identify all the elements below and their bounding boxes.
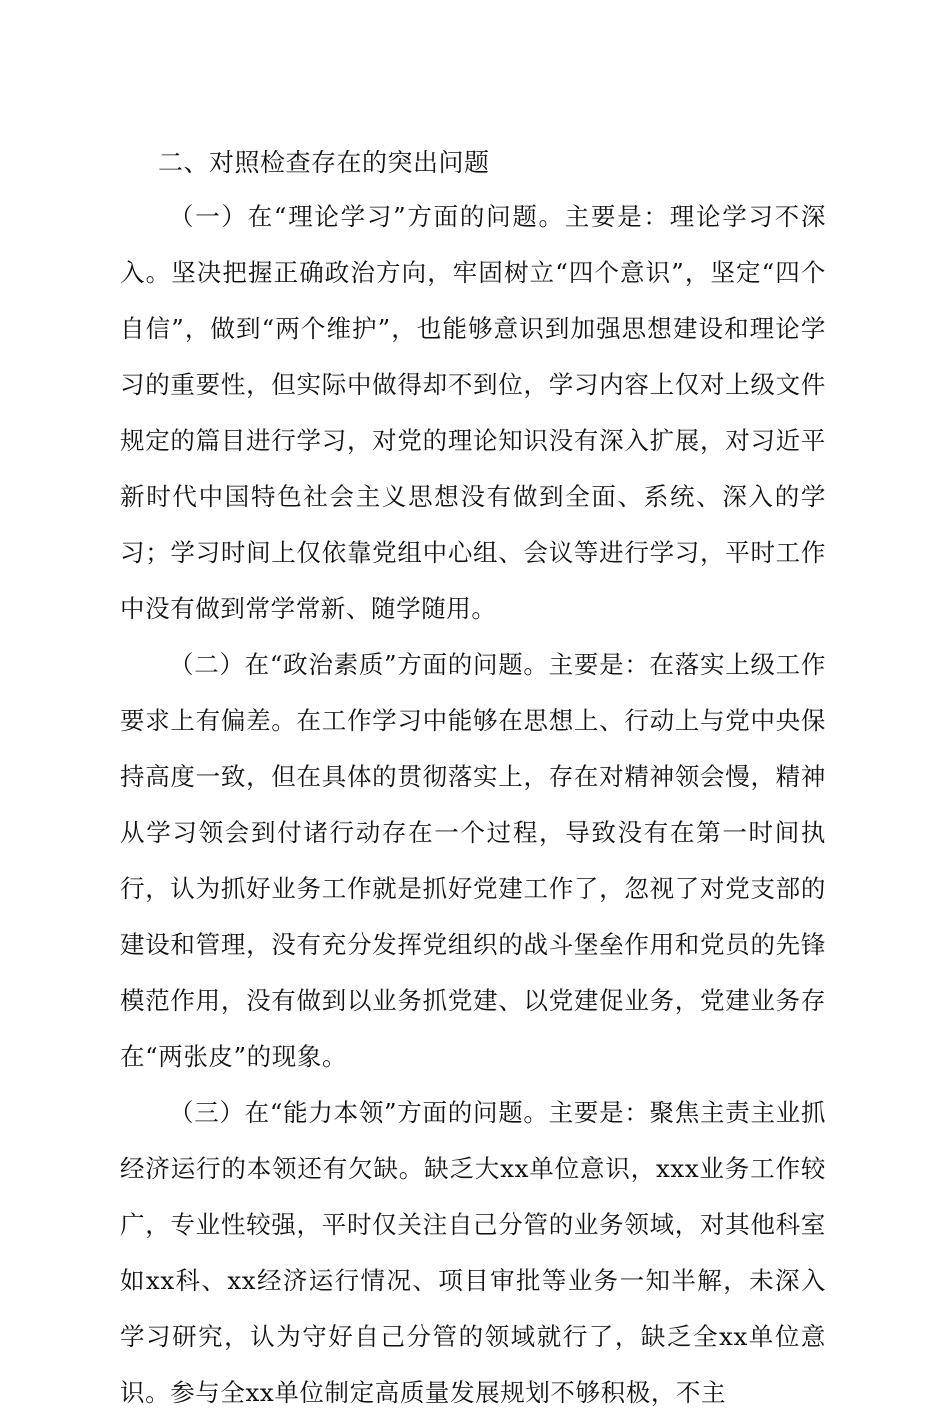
section-heading: 二、对照检查存在的突出问题 bbox=[158, 148, 490, 177]
paragraph-political-quality: （二）在“政治素质”方面的问题。主要是：在落实上级工作要求上有偏差。在工作学习中能够在思想上、行动上与党中央保持高度一致，但在具体的贯彻落实上，存在对精神领会慢，精神从学习领会到付诸行动存在一个过程，导致没有在第一时间执行，认为抓好业务工作就是抓好党建工作了，忽视了对党支部的建设和管理，没有充分发挥党组织的战斗堡垒作用和党员的先锋模范作用，没有做到以业务抓党建、以党建促业务，党建业务存在“两张皮”的现象。 bbox=[120, 650, 826, 1071]
paragraph-capability: （三）在“能力本领”方面的问题。主要是：聚焦主责主业抓经济运行的本领还有欠缺。缺乏大xx单位意识，xxx业务工作较广，专业性较强，平时仅关注自己分管的业务领域，对其他科室如xx科、xx经济运行情况、项目审批等业务一知半解，未深入学习研究，认为守好自己分管的领域就行了，缺乏全xx单位意识。参与全xx单位制定高质量发展规划不够积极，不主 bbox=[120, 1098, 826, 1407]
document-body bbox=[120, 137, 826, 1421]
paragraph-theory-study: （一）在“理论学习”方面的问题。主要是：理论学习不深入。坚决把握正确政治方向，牢固树立“四个意识”，坚定“四个自信”，做到“两个维护”，也能够意识到加强思想建设和理论学习的重要性，但实际中做得却不到位，学习内容上仅对上级文件规定的篇目进行学习，对党的理论知识没有深入扩展，对习近平新时代中国特色社会主义思想没有做到全面、系统、深入的学习；学习时间上仅依靠党组中心组、会议等进行学习，平时工作中没有做到常学常新、随学随用。 bbox=[120, 202, 826, 623]
